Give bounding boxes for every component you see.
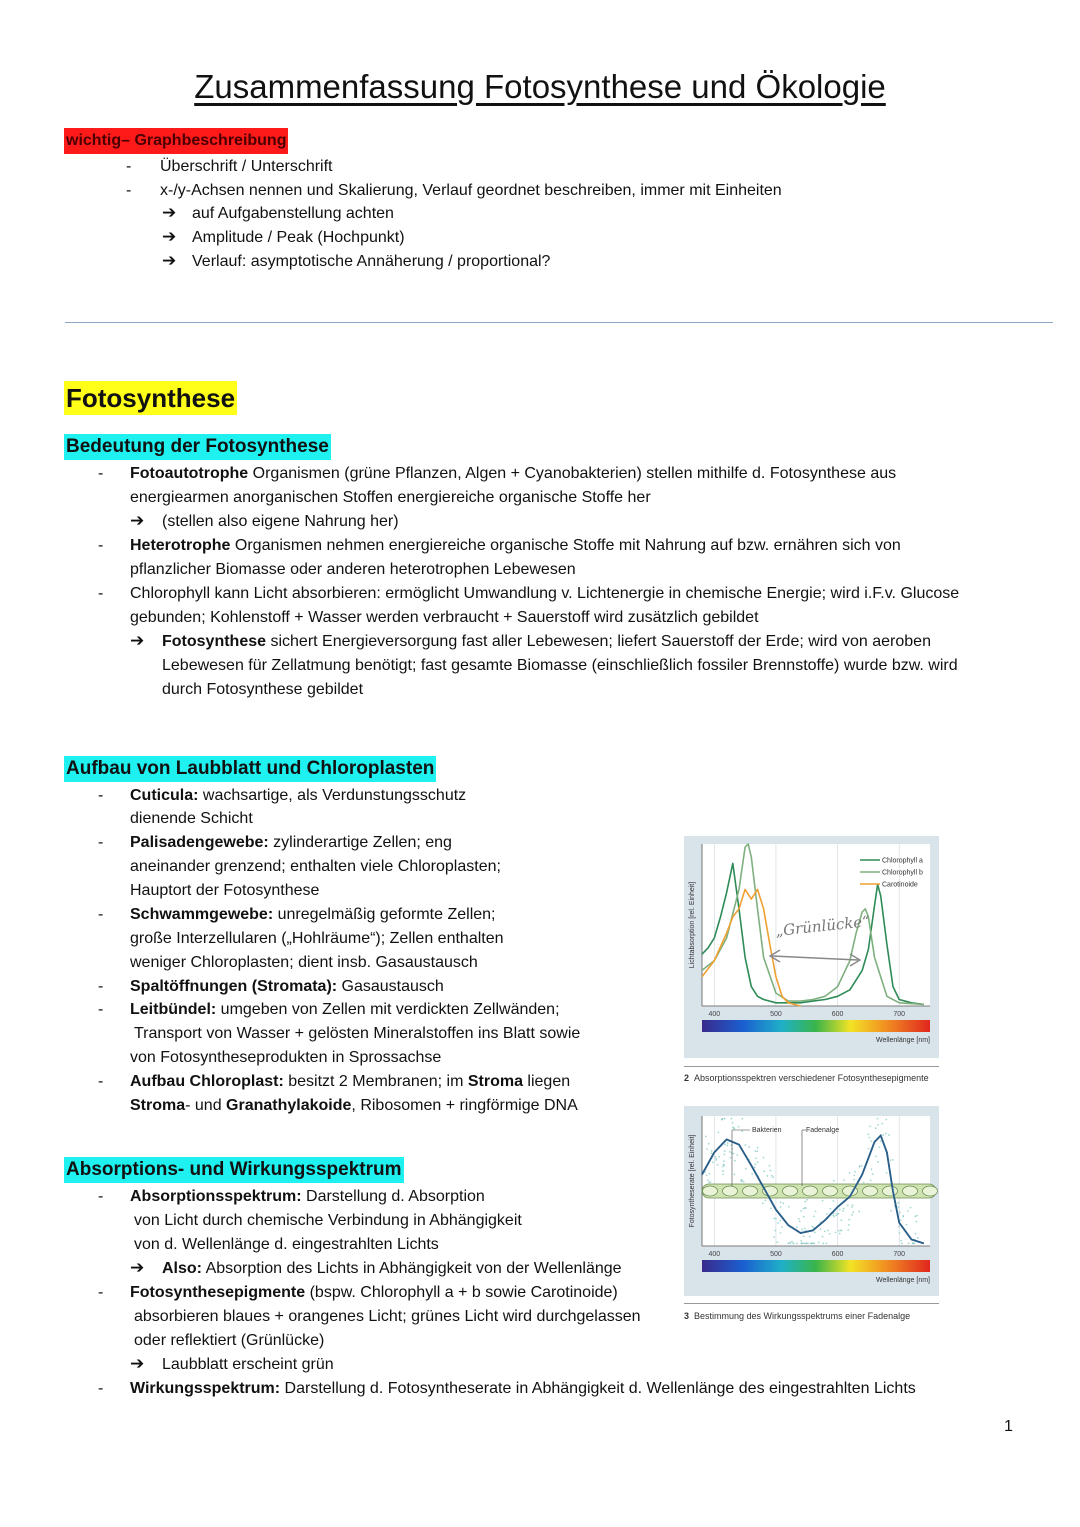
spektrum-pigmente-4: Laubblatt erscheint grün bbox=[162, 1356, 334, 1373]
x-axis-label: Wellenlänge [nm] bbox=[876, 1037, 930, 1044]
aufbau-cuticula: Cuticula: wachsartige, als Verdunstungsschutz bbox=[130, 787, 467, 804]
bacteria-dot bbox=[769, 1165, 771, 1167]
bacteria-dot bbox=[885, 1133, 887, 1135]
alga-cell bbox=[783, 1186, 798, 1196]
bacteria-dot bbox=[809, 1236, 811, 1238]
bacteria-dot bbox=[804, 1228, 806, 1230]
bacteria-dot bbox=[801, 1229, 803, 1231]
bacteria-dot bbox=[773, 1218, 775, 1220]
x-tick-label: 500 bbox=[770, 1011, 782, 1018]
bacteria-dot bbox=[781, 1226, 783, 1228]
bedeutung-line-1: Fotoautotrophe Organismen (grüne Pflanzen, Algen + Cyanobakterien) stellen mithilfe d. Fotosynthese aus bbox=[130, 465, 897, 482]
list-item: x-/y-Achsen nennen und Skalierung, Verlauf geordnet beschreiben, immer mit Einheiten bbox=[160, 182, 782, 199]
bacteria-dot bbox=[833, 1180, 835, 1182]
spektrum-wirkung: Wirkungsspektrum: Darstellung d. Fotosyntheserate in Abhängigkeit d. Wellenlänge des eingestrahlten Lichts bbox=[130, 1380, 916, 1397]
bacteria-dot bbox=[872, 1173, 874, 1175]
bacteria-dot bbox=[779, 1220, 781, 1222]
bacteria-dot bbox=[755, 1157, 757, 1159]
bacteria-dot bbox=[708, 1173, 710, 1175]
bacteria-dot bbox=[859, 1166, 861, 1168]
spektrum-pigmente-3: oder reflektiert (Grünlücke) bbox=[134, 1332, 325, 1349]
chart1-caption: 2 Absorptionsspektren verschiedener Fotosynthesepigmente bbox=[684, 1073, 929, 1083]
bacteria-dot bbox=[741, 1181, 743, 1183]
bacteria-dot bbox=[810, 1242, 812, 1244]
bacteria-dot bbox=[847, 1205, 849, 1207]
list-dash: - bbox=[98, 1188, 104, 1205]
bacteria-dot bbox=[917, 1237, 919, 1239]
list-dash: - bbox=[98, 465, 104, 482]
bacteria-dot bbox=[812, 1243, 814, 1245]
bacteria-dot bbox=[876, 1118, 878, 1120]
x-tick-label: 700 bbox=[893, 1011, 906, 1018]
bacteria-dot bbox=[715, 1156, 717, 1158]
label-fadenalge: Fadenalge bbox=[806, 1127, 840, 1134]
bacteria-dot bbox=[729, 1157, 731, 1159]
bacteria-dot bbox=[881, 1123, 883, 1125]
bacteria-dot bbox=[791, 1241, 793, 1243]
bacteria-dot bbox=[729, 1151, 731, 1153]
alga-cell bbox=[903, 1186, 918, 1196]
bacteria-dot bbox=[869, 1125, 871, 1127]
bacteria-dot bbox=[724, 1150, 726, 1152]
bacteria-dot bbox=[715, 1159, 717, 1161]
bacteria-dot bbox=[762, 1202, 764, 1204]
list-dash: - bbox=[98, 834, 104, 851]
bacteria-dot bbox=[745, 1168, 747, 1170]
aufbau-palisaden-3: Hauptort der Fotosynthese bbox=[130, 882, 320, 899]
bacteria-dot bbox=[870, 1140, 872, 1142]
bacteria-dot bbox=[847, 1229, 849, 1231]
bacteria-dot bbox=[854, 1171, 856, 1173]
list-subitem: Verlauf: asymptotische Annäherung / proportional? bbox=[192, 253, 551, 270]
section-heading-fotosynthese: Fotosynthese bbox=[66, 383, 236, 413]
bacteria-dot bbox=[839, 1233, 841, 1235]
bacteria-dot bbox=[734, 1160, 736, 1162]
aufbau-palisaden-2: aneinander grenzend; enthalten viele Chloroplasten; bbox=[130, 858, 501, 875]
bacteria-dot bbox=[796, 1226, 798, 1228]
bacteria-dot bbox=[838, 1213, 840, 1215]
bacteria-dot bbox=[800, 1240, 802, 1242]
bacteria-dot bbox=[733, 1153, 735, 1155]
list-dash: - bbox=[98, 1380, 104, 1397]
list-item: Überschrift / Unterschrift bbox=[160, 158, 333, 175]
aufbau-chloroplast: Aufbau Chloroplast: besitzt 2 Membranen; im Stroma liegen bbox=[130, 1073, 571, 1090]
chart2-caption: 3 Bestimmung des Wirkungsspektrums einer Fadenalge bbox=[684, 1311, 911, 1321]
bacteria-dot bbox=[743, 1181, 745, 1183]
bacteria-dot bbox=[756, 1150, 758, 1152]
arrow-right-icon: ➔ bbox=[130, 1258, 145, 1277]
spectrum-bar bbox=[702, 1020, 930, 1032]
list-dash: - bbox=[126, 182, 132, 199]
bacteria-dot bbox=[800, 1210, 802, 1212]
legend-label: Chlorophyll b bbox=[882, 869, 923, 877]
bacteria-dot bbox=[916, 1215, 918, 1217]
page-title: Zusammenfassung Fotosynthese und Ökologie bbox=[194, 68, 886, 105]
bacteria-dot bbox=[718, 1156, 720, 1158]
bacteria-dot bbox=[789, 1242, 791, 1244]
spectrum-bar bbox=[702, 1260, 930, 1272]
list-dash: - bbox=[98, 585, 104, 602]
subheading-spektrum: Absorptions- und Wirkungsspektrum bbox=[64, 1157, 404, 1183]
bacteria-dot bbox=[910, 1207, 912, 1209]
alga-cell bbox=[923, 1186, 938, 1196]
aufbau-leit-3: von Fotosyntheseprodukten in Sprossachse bbox=[130, 1049, 442, 1066]
x-tick-label: 400 bbox=[708, 1011, 721, 1018]
bacteria-dot bbox=[726, 1144, 728, 1146]
bacteria-dot bbox=[780, 1206, 782, 1208]
bacteria-dot bbox=[730, 1118, 732, 1120]
bacteria-dot bbox=[732, 1122, 734, 1124]
bacteria-dot bbox=[842, 1210, 844, 1212]
bacteria-dot bbox=[853, 1175, 855, 1177]
bacteria-dot bbox=[826, 1213, 828, 1215]
bacteria-dot bbox=[843, 1208, 845, 1210]
arrow-right-icon: ➔ bbox=[130, 631, 145, 650]
bacteria-dot bbox=[799, 1220, 801, 1222]
bacteria-dot bbox=[915, 1233, 917, 1235]
list-dash: - bbox=[98, 787, 104, 804]
x-tick-label: 600 bbox=[831, 1011, 844, 1018]
bacteria-dot bbox=[899, 1232, 901, 1234]
bacteria-dot bbox=[782, 1202, 784, 1204]
bacteria-dot bbox=[741, 1130, 743, 1132]
bacteria-dot bbox=[738, 1126, 740, 1128]
bacteria-dot bbox=[886, 1172, 888, 1174]
bacteria-dot bbox=[902, 1215, 904, 1217]
list-dash: - bbox=[98, 978, 104, 995]
bacteria-dot bbox=[851, 1214, 853, 1216]
page-number: 1 bbox=[1004, 1418, 1013, 1435]
bedeutung-line-6: Chlorophyll kann Licht absorbieren: ermöglicht Umwandlung v. Lichtenergie in chemische Energie; wird i.F.v. Glucose bbox=[130, 585, 960, 602]
bacteria-dot bbox=[803, 1208, 805, 1210]
bacteria-dot bbox=[852, 1211, 854, 1213]
bedeutung-line-5: pflanzlicher Biomasse oder anderen heterotrophen Lebewesen bbox=[130, 561, 576, 578]
list-dash: - bbox=[126, 158, 132, 175]
bacteria-dot bbox=[773, 1236, 775, 1238]
bacteria-dot bbox=[822, 1243, 824, 1245]
aufbau-schwamm-2: große Interzellularen („Hohlräume“); Zellen enthalten bbox=[130, 930, 504, 947]
bacteria-dot bbox=[877, 1124, 879, 1126]
arrow-right-icon: ➔ bbox=[162, 227, 177, 246]
bacteria-dot bbox=[717, 1132, 719, 1134]
bacteria-dot bbox=[711, 1150, 713, 1152]
bacteria-dot bbox=[852, 1204, 854, 1206]
bacteria-dot bbox=[803, 1235, 805, 1237]
aufbau-palisaden: Palisadengewebe: zylinderartige Zellen; eng bbox=[130, 834, 452, 851]
spektrum-absorption: Absorptionsspektrum: Darstellung d. Absorption bbox=[130, 1188, 485, 1205]
list-dash: - bbox=[98, 1073, 104, 1090]
bacteria-dot bbox=[905, 1224, 907, 1226]
bacteria-dot bbox=[712, 1161, 714, 1163]
bacteria-dot bbox=[848, 1224, 850, 1226]
alga-cell bbox=[803, 1186, 818, 1196]
bacteria-dot bbox=[899, 1212, 901, 1214]
arrow-right-icon: ➔ bbox=[130, 511, 145, 530]
bacteria-dot bbox=[705, 1136, 707, 1138]
bacteria-dot bbox=[877, 1161, 879, 1163]
bacteria-dot bbox=[912, 1243, 914, 1245]
list-subitem: auf Aufgabenstellung achten bbox=[192, 205, 394, 222]
bacteria-dot bbox=[763, 1170, 765, 1172]
bacteria-dot bbox=[838, 1230, 840, 1232]
bacteria-dot bbox=[722, 1174, 724, 1176]
bacteria-dot bbox=[885, 1119, 887, 1121]
bacteria-dot bbox=[890, 1159, 892, 1161]
bedeutung-line-7: gebunden; Kohlenstoff + Wasser werden verbraucht + Sauerstoff wird zusätzlich gebildet bbox=[130, 609, 759, 626]
bacteria-dot bbox=[858, 1211, 860, 1213]
bacteria-dot bbox=[908, 1243, 910, 1245]
alga-cell bbox=[703, 1186, 718, 1196]
bacteria-dot bbox=[776, 1241, 778, 1243]
bacteria-dot bbox=[871, 1168, 873, 1170]
bacteria-dot bbox=[890, 1210, 892, 1212]
bacteria-dot bbox=[727, 1142, 729, 1144]
list-dash: - bbox=[98, 1284, 104, 1301]
bacteria-dot bbox=[806, 1243, 808, 1245]
bacteria-dot bbox=[863, 1182, 865, 1184]
bacteria-dot bbox=[822, 1236, 824, 1238]
bacteria-dot bbox=[868, 1148, 870, 1150]
bacteria-dot bbox=[806, 1199, 808, 1201]
bacteria-dot bbox=[820, 1228, 822, 1230]
bacteria-dot bbox=[774, 1230, 776, 1232]
y-axis-label: Lichtabsorption [rel. Einheit] bbox=[689, 881, 696, 969]
bacteria-dot bbox=[772, 1176, 774, 1178]
bacteria-dot bbox=[717, 1164, 719, 1166]
handwritten-annotation: „Grünlücke“ bbox=[774, 912, 871, 940]
bedeutung-line-9: Lebewesen für Zellatmung benötigt; fast gesamte Biomasse (einschließlich fossiler Brennstoffe) wurde bzw. wird bbox=[162, 657, 958, 674]
bacteria-dot bbox=[744, 1144, 746, 1146]
x-axis-label: Wellenlänge [nm] bbox=[876, 1277, 930, 1284]
spektrum-pigmente-2: absorbieren blaues + orangenes Licht; grünes Licht wird durchgelassen bbox=[134, 1308, 641, 1325]
subheading-bedeutung: Bedeutung der Fotosynthese bbox=[64, 434, 331, 460]
list-dash: - bbox=[98, 1001, 104, 1018]
spektrum-absorption-2: von Licht durch chemische Verbindung in Abhängigkeit bbox=[134, 1212, 522, 1229]
bacteria-dot bbox=[804, 1201, 806, 1203]
plot-area bbox=[702, 1116, 930, 1246]
bacteria-dot bbox=[830, 1208, 832, 1210]
absorption-chart bbox=[684, 836, 939, 1058]
bacteria-dot bbox=[722, 1170, 724, 1172]
bacteria-dot bbox=[832, 1215, 834, 1217]
subheading-aufbau: Aufbau von Laubblatt und Chloroplasten bbox=[64, 756, 436, 782]
bacteria-dot bbox=[827, 1230, 829, 1232]
bacteria-dot bbox=[706, 1174, 708, 1176]
bacteria-dot bbox=[861, 1165, 863, 1167]
bacteria-dot bbox=[801, 1243, 803, 1245]
bacteria-dot bbox=[851, 1206, 853, 1208]
bacteria-dot bbox=[818, 1242, 820, 1244]
bacteria-dot bbox=[848, 1219, 850, 1221]
bacteria-dot bbox=[733, 1128, 735, 1130]
alga-cell bbox=[823, 1186, 838, 1196]
bacteria-dot bbox=[766, 1175, 768, 1177]
bacteria-dot bbox=[708, 1143, 710, 1145]
bacteria-dot bbox=[780, 1232, 782, 1234]
list-subitem: Amplitude / Peak (Hochpunkt) bbox=[192, 229, 405, 246]
bacteria-dot bbox=[898, 1226, 900, 1228]
action-chart-panel bbox=[684, 1106, 939, 1296]
bacteria-dot bbox=[787, 1243, 789, 1245]
label-bakterien: Bakterien bbox=[752, 1127, 782, 1134]
aufbau-leit: Leitbündel: umgeben von Zellen mit verdickten Zellwänden; bbox=[130, 1001, 560, 1018]
bacteria-dot bbox=[843, 1179, 845, 1181]
bacteria-dot bbox=[880, 1140, 882, 1142]
bacteria-dot bbox=[757, 1147, 759, 1149]
bacteria-dot bbox=[796, 1243, 798, 1245]
caption-divider bbox=[684, 1303, 939, 1304]
bacteria-dot bbox=[840, 1230, 842, 1232]
bacteria-dot bbox=[879, 1146, 881, 1148]
x-tick-label: 400 bbox=[708, 1251, 721, 1258]
bacteria-dot bbox=[805, 1207, 807, 1209]
x-tick-label: 500 bbox=[770, 1251, 782, 1258]
aufbau-cuticula-2: dienende Schicht bbox=[130, 810, 253, 827]
arrow-right-icon: ➔ bbox=[162, 203, 177, 222]
bedeutung-line-4: Heterotrophe Organismen nehmen energiereiche organische Stoffe mit Nahrung auf bzw. ernähren sich von bbox=[130, 537, 901, 554]
bacteria-dot bbox=[708, 1182, 710, 1184]
bacteria-dot bbox=[875, 1155, 877, 1157]
bacteria-dot bbox=[724, 1144, 726, 1146]
alga-cell bbox=[863, 1186, 878, 1196]
bacteria-dot bbox=[724, 1118, 726, 1120]
graph-section-heading: wichtig– Graphbeschreibung bbox=[64, 128, 288, 154]
aufbau-schwamm-3: weniger Chloroplasten; dient insb. Gasaustausch bbox=[130, 954, 478, 971]
bacteria-dot bbox=[711, 1152, 713, 1154]
bacteria-dot bbox=[882, 1134, 884, 1136]
bacteria-dot bbox=[706, 1148, 708, 1150]
spektrum-pigmente: Fotosynthesepigmente (bspw. Chlorophyll a + b sowie Carotinoide) bbox=[130, 1284, 618, 1301]
bacteria-dot bbox=[803, 1216, 805, 1218]
spektrum-also: Also: Absorption des Lichts in Abhängigkeit von der Wellenlänge bbox=[162, 1260, 622, 1277]
bacteria-dot bbox=[763, 1157, 765, 1159]
bedeutung-line-10: durch Fotosynthese gebildet bbox=[162, 681, 364, 698]
bacteria-dot bbox=[829, 1233, 831, 1235]
bacteria-dot bbox=[824, 1231, 826, 1233]
bacteria-dot bbox=[803, 1243, 805, 1245]
bacteria-dot bbox=[723, 1160, 725, 1162]
bacteria-dot bbox=[813, 1215, 815, 1217]
bacteria-dot bbox=[901, 1243, 903, 1245]
bacteria-dot bbox=[897, 1206, 899, 1208]
bacteria-dot bbox=[770, 1207, 772, 1209]
aufbau-schwamm: Schwammgewebe: unregelmäßig geformte Zellen; bbox=[130, 906, 496, 923]
bacteria-dot bbox=[814, 1231, 816, 1233]
bacteria-dot bbox=[722, 1166, 724, 1168]
bacteria-dot bbox=[907, 1210, 909, 1212]
bacteria-dot bbox=[721, 1119, 723, 1121]
bacteria-dot bbox=[839, 1209, 841, 1211]
bacteria-dot bbox=[733, 1173, 735, 1175]
arrow-right-icon: ➔ bbox=[130, 1354, 145, 1373]
aufbau-leit-2: Transport von Wasser + gelösten Mineralstoffen ins Blatt sowie bbox=[134, 1025, 581, 1042]
absorption-chart-panel bbox=[684, 836, 939, 1058]
bacteria-dot bbox=[915, 1221, 917, 1223]
alga-cell bbox=[723, 1186, 738, 1196]
aufbau-chloroplast-2: Stroma- und Granathylakoide, Ribosomen + ringförmige DNA bbox=[130, 1097, 578, 1114]
bacteria-dot bbox=[736, 1154, 738, 1156]
x-tick-label: 700 bbox=[893, 1251, 906, 1258]
bacteria-dot bbox=[771, 1175, 773, 1177]
spektrum-absorption-3: von d. Wellenlänge d. eingestrahlten Lichts bbox=[134, 1236, 439, 1253]
bacteria-dot bbox=[853, 1179, 855, 1181]
bacteria-dot bbox=[892, 1159, 894, 1161]
bacteria-dot bbox=[825, 1243, 827, 1245]
bacteria-dot bbox=[770, 1170, 772, 1172]
legend-label: Carotinoide bbox=[882, 881, 918, 889]
bacteria-dot bbox=[914, 1215, 916, 1217]
bacteria-dot bbox=[723, 1154, 725, 1156]
bacteria-dot bbox=[751, 1173, 753, 1175]
bacteria-dot bbox=[765, 1200, 767, 1202]
action-chart bbox=[684, 1106, 939, 1296]
divider bbox=[65, 322, 1053, 323]
bacteria-dot bbox=[780, 1201, 782, 1203]
bacteria-dot bbox=[775, 1218, 777, 1220]
alga-cell bbox=[743, 1186, 758, 1196]
bacteria-dot bbox=[822, 1200, 824, 1202]
bedeutung-line-3: (stellen also eigene Nahrung her) bbox=[162, 513, 399, 530]
bacteria-dot bbox=[788, 1206, 790, 1208]
bedeutung-line-8: Fotosynthese sichert Energieversorgung fast aller Lebewesen; liefert Sauerstoff der Erde; wird von aeroben bbox=[162, 633, 931, 650]
bacteria-dot bbox=[870, 1179, 872, 1181]
bedeutung-line-2: energiearmen anorganischen Stoffen energiereiche organische Stoffe her bbox=[130, 489, 651, 506]
bacteria-dot bbox=[867, 1133, 869, 1135]
bacteria-dot bbox=[897, 1202, 899, 1204]
bacteria-dot bbox=[835, 1214, 837, 1216]
legend-label: Chlorophyll a bbox=[882, 857, 923, 865]
bacteria-dot bbox=[757, 1161, 759, 1163]
bacteria-dot bbox=[707, 1179, 709, 1181]
bacteria-dot bbox=[793, 1243, 795, 1245]
bacteria-dot bbox=[815, 1210, 817, 1212]
alga-cell bbox=[883, 1186, 898, 1196]
bacteria-dot bbox=[748, 1146, 750, 1148]
bacteria-dot bbox=[849, 1172, 851, 1174]
bacteria-dot bbox=[834, 1232, 836, 1234]
list-dash: - bbox=[98, 537, 104, 554]
bacteria-dot bbox=[832, 1200, 834, 1202]
bacteria-dot bbox=[754, 1166, 756, 1168]
bacteria-dot bbox=[777, 1222, 779, 1224]
x-tick-label: 600 bbox=[831, 1251, 844, 1258]
bacteria-dot bbox=[754, 1150, 756, 1152]
bacteria-dot bbox=[840, 1219, 842, 1221]
arrow-right-icon: ➔ bbox=[162, 251, 177, 270]
aufbau-spalt: Spaltöffnungen (Stromata): Gasaustausch bbox=[130, 978, 444, 995]
caption-divider bbox=[684, 1066, 939, 1067]
bacteria-dot bbox=[741, 1118, 743, 1120]
bacteria-dot bbox=[900, 1219, 902, 1221]
y-axis-label: Fotosyntheserate [rel. Einheit] bbox=[689, 1134, 696, 1228]
bacteria-dot bbox=[900, 1240, 902, 1242]
bacteria-dot bbox=[875, 1127, 877, 1129]
bacteria-dot bbox=[754, 1163, 756, 1165]
bacteria-dot bbox=[798, 1218, 800, 1220]
list-dash: - bbox=[98, 906, 104, 923]
bacteria-dot bbox=[888, 1134, 890, 1136]
bacteria-dot bbox=[868, 1137, 870, 1139]
